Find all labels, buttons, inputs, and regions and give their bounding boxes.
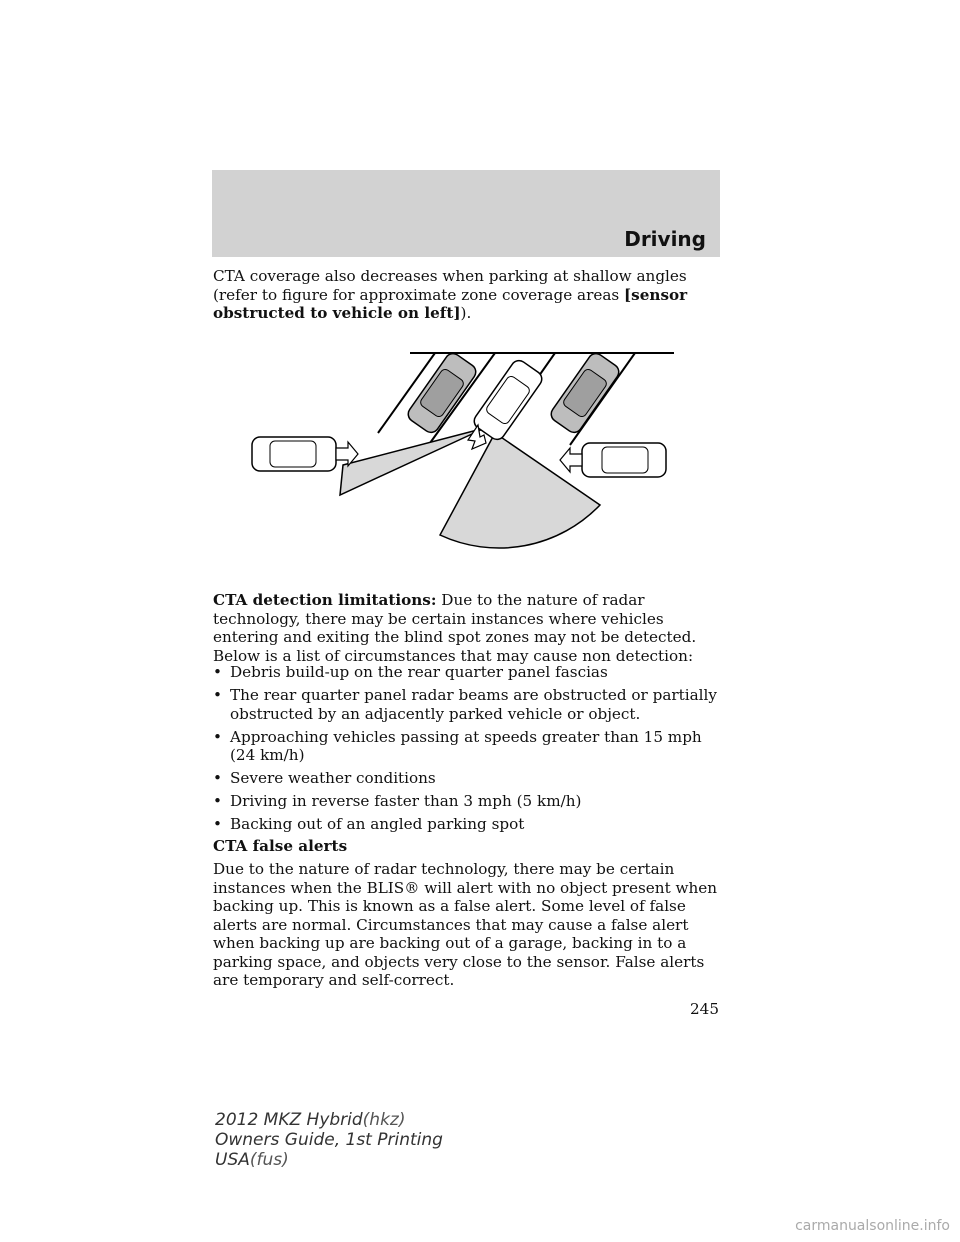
list-item: • Debris build-up on the rear quarter panel fascias [213, 663, 608, 681]
footer-market: USA [215, 1150, 250, 1170]
bullet-icon: • [213, 663, 222, 681]
page-number: 245 [690, 1000, 719, 1018]
section-header-band [212, 170, 720, 257]
list-item: • Driving in reverse faster than 3 mph (5 km/h) [213, 792, 582, 811]
bullet-icon: • [213, 769, 222, 788]
left-sensor-beam [340, 428, 485, 495]
intro-paragraph [213, 267, 723, 323]
list-item: • Approaching vehicles passing at speeds greater than 15 mph (24 km/h) [213, 727, 702, 765]
limitations-list [213, 663, 723, 839]
limitations-paragraph [213, 591, 723, 665]
parking-angle-diagram [240, 345, 680, 555]
list-item: • Severe weather conditions [213, 769, 436, 788]
watermark: carmanualsonline.info [795, 1218, 950, 1234]
intro-text: CTA coverage also decreases when parking at shallow angles (refer to figure for approximate zone coverage areas [213, 267, 687, 304]
limitations-text: Due to the nature of radar technology, there may be certain instances where vehicles entering and exiting the blind spot zones may not be detected. Below is a list of circumstances that may cause non detection: [213, 591, 697, 665]
bullet-icon: • [213, 815, 222, 834]
footer-guide: Owners Guide, 1st Printing [215, 1130, 443, 1150]
section-title: Driving [624, 227, 706, 251]
intro-tail: ). [460, 304, 472, 322]
approaching-car-right [560, 443, 666, 477]
footer-model-code: (hkz) [362, 1110, 406, 1130]
parked-car-left [405, 350, 479, 435]
false-alerts-heading: CTA false alerts [213, 837, 348, 855]
right-sensor-zone [440, 433, 600, 548]
list-item: • Backing out of an angled parking spot [213, 815, 525, 834]
false-alerts-paragraph: Due to the nature of radar technology, there may be certain instances when the BLIS® will alert with no object present when backing up. This is known as a false alert. Some level of false alerts are normal. Circumstances that may cause a false alert when backing up are backing out of a garage, backing in to a parking space, and objects very close to the sensor. False alerts are temporary and self-correct. [213, 860, 718, 989]
bullet-icon: • [213, 686, 222, 705]
arrow-left-icon [560, 448, 582, 472]
footer-market-code: (fus) [249, 1150, 289, 1170]
limitations-lead: CTA detection limitations: [213, 591, 437, 609]
list-item: • The rear quarter panel radar beams are obstructed or partially obstructed by an adjacently parked vehicle or object. [213, 686, 717, 723]
parked-car-right [548, 350, 622, 435]
bullet-icon: • [213, 792, 222, 811]
approaching-car-left [252, 437, 358, 471]
bullet-icon: • [213, 727, 222, 746]
intro-bold: [sensor obstructed to vehicle on left] [213, 285, 688, 322]
footer-imprint [215, 1110, 443, 1170]
footer-model: 2012 MKZ Hybrid [215, 1110, 363, 1130]
